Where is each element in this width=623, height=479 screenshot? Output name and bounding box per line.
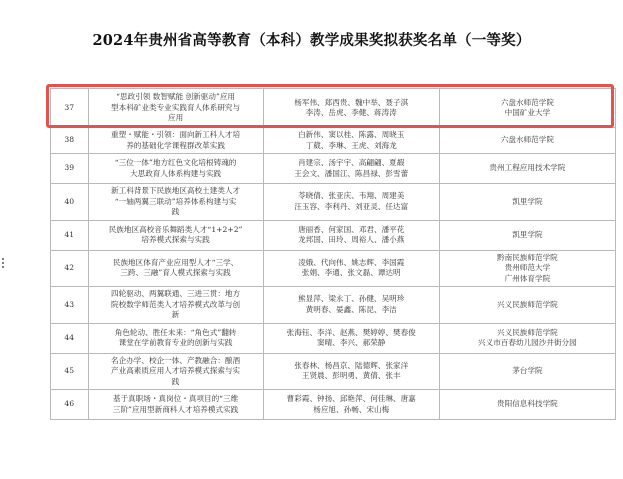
team-members-line: 曹彩霞、钟扬、邱艳萍、何佳琳、唐嘉 — [286, 394, 416, 403]
institution — [439, 287, 615, 324]
team-members-line: 杨应旭、孙畅、宋山梅 — [313, 404, 390, 414]
institution — [439, 89, 615, 128]
project-name-line: 课堂在学前教育专业的创新与实践 — [118, 338, 233, 347]
table-row — [51, 250, 616, 287]
team-members — [263, 323, 439, 353]
institution — [439, 128, 615, 154]
team-members-line: 王贤晨、彭明勇、黄倩、张丰 — [301, 371, 401, 381]
institution-line: 茅台学院 — [512, 366, 543, 375]
project-name — [88, 390, 263, 420]
project-name — [88, 89, 263, 128]
row-number: 46 — [51, 390, 89, 420]
team-members-line: 白新伟、窦以桂、陈露、周晓玉 — [298, 130, 405, 139]
team-members — [263, 390, 439, 420]
project-name-line: 四轮驱动、两翼联通、三进三贯：地方 — [111, 289, 241, 298]
team-members-line: 张娟、李通、张文磊、谭达明 — [301, 268, 401, 278]
project-name-line: 产业高素质应用人才培养模式探索与实 — [111, 366, 241, 375]
institution — [439, 390, 615, 420]
team-members-line: 凌娥、代向伟、姚志辉、李国霞 — [298, 257, 405, 267]
institution-line: 贵州师范大学 — [504, 263, 551, 272]
team-members-line: 窦晴、李兴、郝荣静 — [317, 338, 386, 347]
project-name-line: 三阶”应用型新商科人才培养模式实践 — [112, 404, 239, 414]
table-row — [51, 184, 616, 221]
project-name — [88, 220, 263, 250]
table-row — [51, 353, 616, 390]
project-name-line: 民族地区体育产业应用型人才“三学、 — [112, 257, 239, 267]
project-name-line: 重塑・赋能・引领：面向新工科人才培 — [111, 130, 241, 139]
team-members — [263, 128, 439, 154]
team-members — [263, 184, 439, 221]
row-number: 40 — [51, 184, 89, 221]
institution-line: 兴义民族师范学院 — [497, 327, 558, 337]
team-members-line: 丁葳、李琳、王虎、刘海龙 — [305, 140, 397, 150]
project-name-line: 养的基础化学课程群改革实践 — [126, 140, 225, 150]
institution-line: 黔南民族师范学院 — [497, 252, 558, 262]
team-members-line: 张春林、杨昌京、陆德辉、张家洋 — [294, 360, 409, 370]
team-members-line: 熊显萍、梁永丁、孙健、吴明珍 — [298, 294, 405, 304]
project-name-line: “思政引领 数智赋能 创新驱动”应用 — [116, 92, 236, 102]
row-number: 45 — [51, 353, 89, 390]
side-more-handle[interactable] — [2, 258, 5, 268]
team-members — [263, 250, 439, 287]
institution — [439, 154, 615, 184]
team-members-line: 李涛、岳虎、李健、蒋涛涛 — [305, 108, 397, 117]
project-name — [88, 323, 263, 353]
project-name — [88, 184, 263, 221]
project-name-line: “三位一体”地方红色文化培根铸魂的 — [114, 158, 237, 167]
team-members — [263, 220, 439, 250]
institution-line: 六盘水师范学院 — [500, 97, 554, 107]
project-name-line: 新 — [171, 310, 180, 319]
team-members-line: 黄明春、晏鑫、陈昆、李洁 — [305, 304, 397, 314]
project-name-line: 角色轮动、胜任未来：“角色式”翻转 — [114, 327, 237, 337]
team-members-line: 张海钰、李洋、赵燕、樊婷婷、樊春俊 — [286, 327, 416, 337]
project-name-line: 新工科背景下民族地区高校土建类人才 — [111, 186, 241, 195]
project-name — [88, 250, 263, 287]
project-name-line: 大思政育人体系构建与实践 — [130, 168, 222, 178]
team-members — [263, 287, 439, 324]
table-row — [51, 89, 616, 128]
row-number: 41 — [51, 220, 89, 250]
team-members-line: 苓晓倩、张亚庆、韦翔、周建美 — [298, 191, 405, 201]
award-list-table — [50, 88, 616, 420]
team-members — [263, 353, 439, 390]
row-number: 43 — [51, 287, 89, 324]
page-title: 2024年贵州省高等教育（本科）教学成果奖拟获奖名单（一等奖） — [92, 32, 531, 49]
row-number: 44 — [51, 323, 89, 353]
project-name-line: 培养模式探索与实践 — [141, 235, 210, 244]
team-members — [263, 154, 439, 184]
table-row — [51, 287, 616, 324]
table-row — [51, 390, 616, 420]
project-name — [88, 128, 263, 154]
institution-line: 贵阳信息科技学院 — [497, 399, 558, 409]
team-members-line: 肖建宗、汤宇宇、高翩翩、夏嘏 — [298, 158, 405, 167]
row-number: 37 — [51, 89, 89, 128]
project-name-line: 名企办学、校企一体、产教融合：酿酒 — [111, 355, 241, 365]
project-name-line: “一轴两翼三联动”培养体系构建与实 — [114, 196, 237, 206]
institution — [439, 323, 615, 353]
team-members-line: 王会文、潘国江、陈昌禄、彭雪蕾 — [294, 168, 409, 178]
project-name-line: 践 — [171, 376, 180, 386]
institution-line: 兴义市百春幼儿园沙井街分园 — [478, 338, 577, 347]
project-name-line: 应用 — [167, 113, 184, 123]
institution — [439, 184, 615, 221]
project-name-line: 民族地区高校音乐舞蹈类人才“1+2+2” — [108, 224, 243, 234]
institution-line: 凯里学院 — [512, 229, 543, 239]
institution-line: 六盘水师范学院 — [500, 135, 554, 145]
institution — [439, 220, 615, 250]
row-number: 42 — [51, 250, 89, 287]
table-row — [51, 220, 616, 250]
project-name — [88, 154, 263, 184]
project-name-line: 践 — [171, 207, 180, 216]
institution-line: 凯里学院 — [512, 196, 543, 206]
team-members-line: 龙邦国、田玲、周裕人、潘小燕 — [298, 235, 405, 244]
institution-line: 中国矿业大学 — [504, 108, 551, 117]
institution — [439, 353, 615, 390]
team-members-line: 杨军伟、郑西贵、魏中举、聂子淇 — [294, 97, 409, 107]
project-name-line: 院校数学师范类人才培养模式改革与创 — [111, 299, 241, 309]
institution-line: 兴义民族师范学院 — [497, 299, 558, 309]
project-name — [88, 353, 263, 390]
project-name-line: 基于真职场・真岗位・真项目的“三维 — [112, 394, 239, 403]
table-row — [51, 128, 616, 154]
table-row — [51, 323, 616, 353]
project-name-line: 三跨、三融”育人模式探索与实践 — [120, 268, 231, 278]
project-name — [88, 287, 263, 324]
row-number: 38 — [51, 128, 89, 154]
project-name-line: 型本科矿业类专业实践育人体系研究与 — [111, 102, 241, 112]
institution-line: 广州体育学院 — [504, 273, 551, 283]
institution — [439, 250, 615, 287]
team-members — [263, 89, 439, 128]
row-number: 39 — [51, 154, 89, 184]
team-members-line: 唐丽香、何家国、邓君、潘平花 — [298, 224, 405, 234]
team-members-line: 汪玉容、李利丹、刘亚灵、任达富 — [294, 201, 409, 211]
table-row — [51, 154, 616, 184]
institution-line: 贵州工程应用技术学院 — [489, 163, 566, 173]
